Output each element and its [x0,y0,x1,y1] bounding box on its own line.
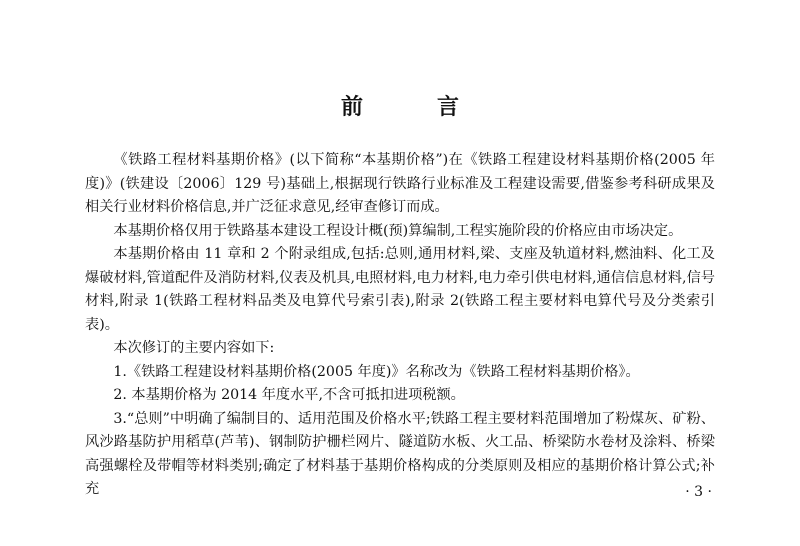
paragraph-revision-1: 1.《铁路工程建设材料基期价格(2005 年度)》名称改为《铁路工程材料基期价格》。 [113,363,640,380]
body-text [85,149,715,502]
paragraph-revision-3: 3.“总则”中明确了编制目的、适用范围及价格水平;铁路工程主要材料范围增加了粉煤灰、矿粉、风沙路基防护用稻草(芦苇)、钢制防护栅栏网片、隧道防水板、火工品、桥梁防水卷材及涂料、桥梁高强螺栓及带帽等材料类别;确定了材料基于基期价格构成的分类原则及相应的基期价格计算公式;补充 [85,410,715,497]
page-number: · 3 · [685,484,712,500]
paragraph-revision-2: 2. 本基期价格为 2014 年度水平,不含可抵扣进项税额。 [113,387,465,403]
paragraph-intro: 《铁路工程材料基期价格》(以下简称“本基期价格”)在《铁路工程建设材料基期价格(2005 年度)》(铁建设〔2006〕129 号)基础上,根据现行铁路行业标准及工程建设需要,借鉴参考科研成果及相关行业材料价格信息,并广泛征求意见,经审查修订而成。 [85,152,715,215]
page-title: 前 言 [340,95,485,120]
paragraph-structure: 本基期价格由 11 章和 2 个附录组成,包括:总则,通用材料,梁、支座及轨道材料,燃油料、化工及爆破材料,管道配件及消防材料,仪表及机具,电照材料,电力材料,电力牵引供电材料,通信信息材料,信号材料,附录 1(铁路工程材料品类及电算代号索引表),附录 2(铁路工程主要材料电算代号及分类索引表)。 [85,246,715,333]
paragraph-scope: 本基期价格仅用于铁路基本建设工程设计概(预)算编制,工程实施阶段的价格应由市场决定。 [113,222,683,239]
paragraph-revision-intro: 本次修订的主要内容如下: [113,340,275,356]
